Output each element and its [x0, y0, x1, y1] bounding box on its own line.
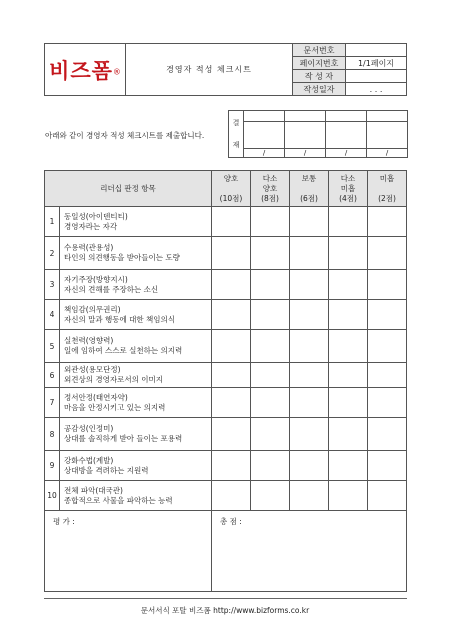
col-points: (2점): [378, 193, 396, 203]
score-cell[interactable]: [290, 300, 329, 330]
col-label: 양호: [223, 173, 239, 183]
col-points: (8점): [261, 193, 279, 203]
approval-date-cell[interactable]: /: [285, 148, 326, 157]
approval-title-cell[interactable]: [285, 111, 326, 122]
score-cell[interactable]: [368, 363, 407, 388]
table-row: [45, 330, 407, 363]
table-row: [45, 363, 407, 388]
row-item: [60, 388, 212, 418]
score-cell[interactable]: [251, 270, 290, 300]
row-number: 4: [45, 300, 60, 330]
approval-sign-cell[interactable]: [244, 122, 285, 149]
meta-value-doc-number[interactable]: [346, 44, 407, 57]
row-desc: 일에 임하여 스스로 실천하는 의지력: [64, 346, 183, 355]
col-header-average: [290, 171, 329, 207]
row-desc: 상대를 솔직하게 받아 들이는 포용력: [64, 434, 183, 443]
approval-sign-cell[interactable]: [285, 122, 326, 149]
col-label: 다소 양호: [262, 173, 278, 193]
score-cell[interactable]: [212, 481, 251, 511]
score-cell[interactable]: [368, 418, 407, 451]
table-row: [45, 418, 407, 451]
meta-label-date: 작성일자: [293, 83, 346, 96]
row-item: [60, 207, 212, 237]
row-title: 실천력(영향력): [64, 336, 114, 345]
col-points: (10점): [219, 193, 243, 203]
row-item: [60, 363, 212, 388]
score-cell[interactable]: [290, 207, 329, 237]
meta-value-page-number[interactable]: 1/1페이지: [346, 57, 407, 70]
score-cell[interactable]: [290, 237, 329, 270]
row-item: [60, 270, 212, 300]
col-header-good: [212, 171, 251, 207]
score-cell[interactable]: [251, 418, 290, 451]
row-number: 3: [45, 270, 60, 300]
registered-mark: ®: [112, 66, 121, 76]
score-cell[interactable]: [212, 388, 251, 418]
approval-title-cell[interactable]: [326, 111, 367, 122]
row-title: 책임감(의무권리): [64, 304, 121, 314]
score-cell[interactable]: [329, 481, 368, 511]
footer-divider: [44, 598, 407, 599]
row-title: 동일성(아이덴티티): [64, 211, 128, 221]
evaluation-label: 평 가 :: [53, 517, 75, 526]
score-cell[interactable]: [251, 237, 290, 270]
col-header-fairly-poor: [329, 171, 368, 207]
row-title: 외관성(용모단정): [64, 365, 121, 374]
row-number: 7: [45, 388, 60, 418]
score-cell[interactable]: [251, 481, 290, 511]
row-desc: 타인의 의견행동을 받아들이는 도량: [64, 253, 180, 262]
row-title: 강화수법(계발): [64, 455, 114, 465]
score-cell[interactable]: [368, 388, 407, 418]
score-cell[interactable]: [368, 300, 407, 330]
approval-title-cell[interactable]: [244, 111, 285, 122]
approval-sign-cell[interactable]: [326, 122, 367, 149]
score-cell[interactable]: [329, 207, 368, 237]
score-cell[interactable]: [368, 270, 407, 300]
row-item: [60, 300, 212, 330]
score-cell[interactable]: [212, 451, 251, 481]
score-cell[interactable]: [212, 270, 251, 300]
meta-label-author: 작 성 자: [293, 70, 346, 83]
approval-sign-cell[interactable]: [367, 122, 408, 149]
score-cell[interactable]: [212, 418, 251, 451]
footer-text: 문서서식 포탈 비즈폼 http://www.bizforms.co.kr: [140, 606, 310, 615]
score-cell[interactable]: [368, 207, 407, 237]
meta-label-doc-number: 문서번호: [293, 44, 346, 57]
approval-side-bottom: 재: [232, 140, 240, 149]
score-cell[interactable]: [329, 418, 368, 451]
logo: [45, 44, 126, 96]
total-score-field[interactable]: [212, 511, 407, 592]
score-cell[interactable]: [251, 300, 290, 330]
score-cell[interactable]: [251, 388, 290, 418]
score-cell[interactable]: [329, 330, 368, 363]
approval-side-label: [229, 111, 244, 158]
score-cell[interactable]: [329, 451, 368, 481]
table-row: [45, 300, 407, 330]
col-label: 보통: [301, 173, 317, 183]
row-desc: 종합적으로 사물을 파악하는 능력: [64, 495, 173, 505]
intro-text: 아래와 같이 경영자 적성 체크시트를 제출합니다.: [45, 131, 205, 140]
meta-value-date[interactable]: . . .: [346, 83, 407, 96]
score-cell[interactable]: [251, 451, 290, 481]
score-cell[interactable]: [290, 363, 329, 388]
logo-text: 비즈폼: [49, 58, 113, 83]
score-cell[interactable]: [290, 270, 329, 300]
document-header: [44, 43, 407, 96]
score-cell[interactable]: [212, 300, 251, 330]
col-points: (4점): [339, 193, 357, 203]
col-points: (6점): [300, 193, 318, 203]
item-header: 리더십 판정 항목: [45, 171, 212, 207]
row-desc: 경영자라는 자각: [64, 221, 118, 231]
score-cell[interactable]: [212, 330, 251, 363]
total-score-label: 총 점 :: [220, 517, 242, 526]
row-title: 공감성(인정미): [64, 424, 114, 433]
score-cell[interactable]: [368, 237, 407, 270]
table-row: [45, 270, 407, 300]
row-number: 9: [45, 451, 60, 481]
col-header-poor: [368, 171, 407, 207]
row-item: [60, 481, 212, 511]
row-number: 10: [45, 481, 60, 511]
row-title: 정서안정(태연자약): [64, 392, 128, 402]
row-desc: 자신의 견해를 주장하는 소신: [64, 284, 159, 294]
row-title: 전체 파악(대국관): [64, 485, 123, 495]
score-cell[interactable]: [251, 330, 290, 363]
row-item: [60, 418, 212, 451]
table-row: [45, 388, 407, 418]
score-cell[interactable]: [368, 330, 407, 363]
score-cell[interactable]: [290, 481, 329, 511]
approval-title-cell[interactable]: [367, 111, 408, 122]
row-number: 2: [45, 237, 60, 270]
row-item: [60, 451, 212, 481]
score-cell[interactable]: [329, 270, 368, 300]
approval-date-cell[interactable]: /: [367, 148, 408, 157]
row-desc: 자신의 말과 행동에 대한 책임의식: [64, 314, 175, 324]
score-cell[interactable]: [251, 363, 290, 388]
approval-date-cell[interactable]: /: [244, 148, 285, 157]
table-row: [45, 481, 407, 511]
evaluation-field[interactable]: [45, 511, 212, 592]
score-cell[interactable]: [290, 330, 329, 363]
col-label: 미흡: [379, 173, 395, 183]
row-title: 수용력(관용성): [64, 243, 114, 252]
row-number: 8: [45, 418, 60, 451]
row-desc: 마음을 안정시키고 있는 의지력: [64, 402, 166, 412]
row-number: 1: [45, 207, 60, 237]
table-row: [45, 451, 407, 481]
col-header-fairly-good: [251, 171, 290, 207]
row-item: [60, 237, 212, 270]
approval-box: [228, 110, 408, 158]
score-cell[interactable]: [212, 363, 251, 388]
table-row: [45, 207, 407, 237]
score-cell[interactable]: [212, 207, 251, 237]
score-cell[interactable]: [290, 388, 329, 418]
score-cell[interactable]: [212, 237, 251, 270]
meta-label-page-number: 페이지번호: [293, 57, 346, 70]
score-cell[interactable]: [329, 363, 368, 388]
evaluation-table: [44, 170, 407, 592]
score-cell[interactable]: [368, 481, 407, 511]
score-cell[interactable]: [329, 300, 368, 330]
document-title: 경영자 적성 체크시트: [126, 44, 293, 96]
score-cell[interactable]: [290, 418, 329, 451]
row-number: 5: [45, 330, 60, 363]
row-desc: 상대방을 격려하는 지원력: [64, 465, 149, 475]
score-cell[interactable]: [251, 207, 290, 237]
col-label: 다소 미흡: [340, 173, 356, 193]
table-row: [45, 237, 407, 270]
row-number: 6: [45, 363, 60, 388]
row-title: 자기주장(방향지시): [64, 274, 128, 284]
score-cell[interactable]: [329, 237, 368, 270]
approval-date-cell[interactable]: /: [326, 148, 367, 157]
meta-value-author[interactable]: [346, 70, 407, 83]
row-desc: 외견상의 경영자로서의 이미지: [64, 375, 163, 384]
score-cell[interactable]: [368, 451, 407, 481]
approval-side-top: 결: [232, 118, 240, 127]
row-item: [60, 330, 212, 363]
score-cell[interactable]: [290, 451, 329, 481]
score-cell[interactable]: [329, 388, 368, 418]
